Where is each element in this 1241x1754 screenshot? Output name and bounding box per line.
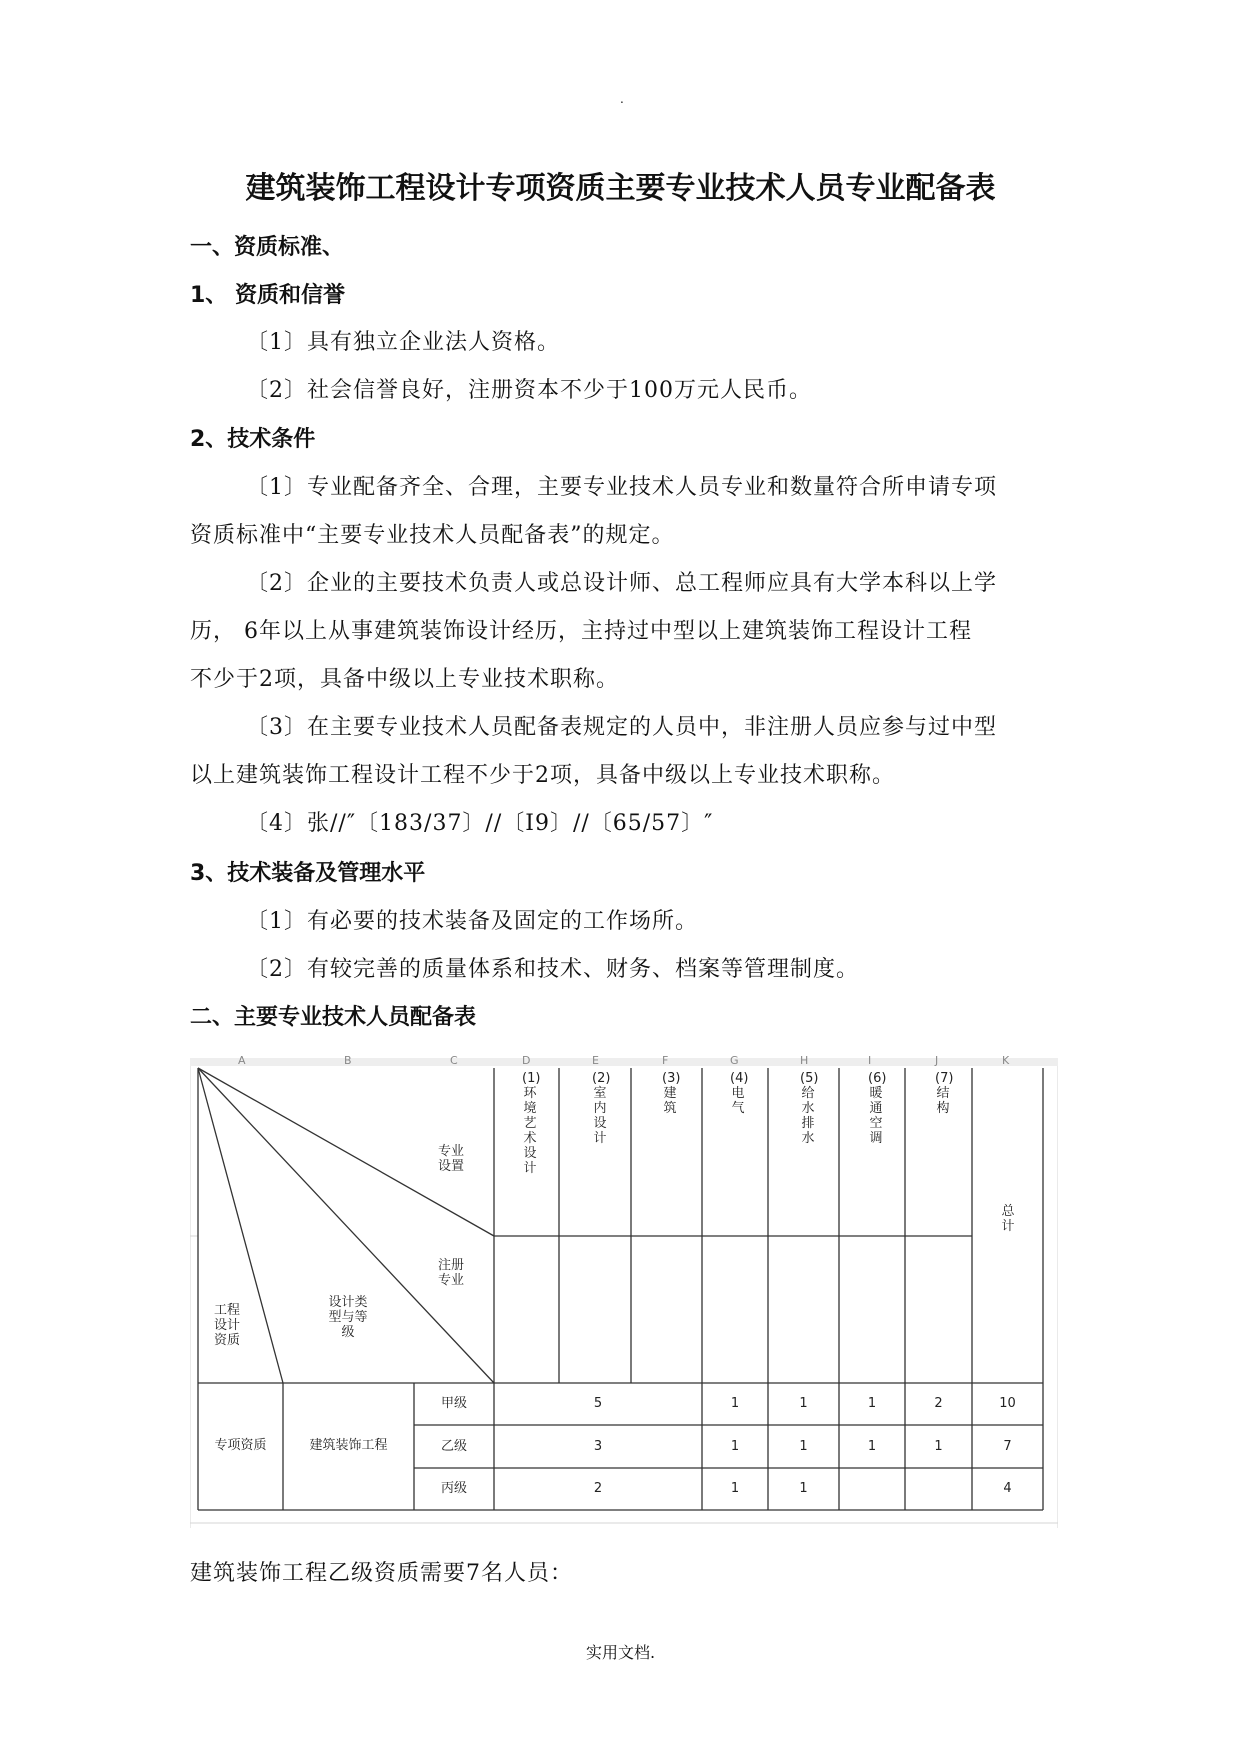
merged-count-jia: 5 bbox=[593, 1396, 603, 1411]
sub2-item3-line2: 以上建筑装饰工程设计工程不少于2项，具备中级以上专业技术职称。 bbox=[190, 763, 895, 788]
count-yi-7: 1 bbox=[934, 1439, 943, 1454]
count-bing-5: 1 bbox=[799, 1481, 808, 1496]
major-header-6: (6)暖通空调 bbox=[868, 1071, 887, 1146]
count-bing-4: 1 bbox=[730, 1481, 740, 1496]
grade-cell-yi: 乙级 bbox=[440, 1439, 467, 1454]
total-header: 总计 bbox=[1001, 1204, 1015, 1234]
label-zhuanye-shezhi: 专业设置 bbox=[437, 1144, 464, 1174]
sub2-item1-line1: 〔1〕专业配备齐全、合理，主要专业技术人员专业和数量符合所申请专项 bbox=[246, 475, 997, 500]
sub2-item1-line2: 资质标准中“主要专业技术人员配备表”的规定。 bbox=[190, 523, 675, 548]
label-gongcheng-zizhi: 工程设计资质 bbox=[213, 1303, 240, 1348]
count-jia-5: 1 bbox=[799, 1396, 808, 1411]
table-grid bbox=[190, 1058, 1058, 1528]
closing-line: 建筑装饰工程乙级资质需要7名人员： bbox=[190, 1561, 573, 1586]
col-letter-j: J bbox=[935, 1054, 939, 1067]
count-yi-5: 1 bbox=[799, 1439, 808, 1454]
sub2-heading: 2、技术条件 bbox=[190, 427, 316, 452]
col-letter-g: G bbox=[730, 1054, 739, 1067]
header-mark: . bbox=[620, 92, 624, 106]
sub3-item-1: 〔1〕有必要的技术装备及固定的工作场所。 bbox=[246, 909, 698, 934]
major-header-2: (2)室内设计 bbox=[592, 1071, 611, 1146]
col-letter-d: D bbox=[522, 1054, 531, 1067]
project-cell: 建筑装饰工程 bbox=[309, 1438, 388, 1453]
total-yi: 7 bbox=[1003, 1439, 1012, 1454]
page-title: 建筑装饰工程设计专项资质主要专业技术人员专业配备表 bbox=[245, 171, 996, 206]
count-jia-4: 1 bbox=[730, 1396, 740, 1411]
col-letter-i: I bbox=[868, 1054, 872, 1067]
count-jia-7: 2 bbox=[934, 1396, 943, 1411]
sub2-item2-line1: 〔2〕企业的主要技术负责人或总设计师、总工程师应具有大学本科以上学 bbox=[246, 571, 997, 596]
section1-heading: 一、资质标准、 bbox=[190, 235, 345, 260]
label-zhuce-zhuanye: 注册专业 bbox=[437, 1258, 464, 1288]
sub3-heading: 3、技术装备及管理水平 bbox=[190, 861, 426, 886]
merged-count-yi: 3 bbox=[593, 1439, 603, 1454]
col-letter-a: A bbox=[238, 1054, 246, 1067]
sub2-item3-line1: 〔3〕在主要专业技术人员配备表规定的人员中，非注册人员应参与过中型 bbox=[246, 715, 997, 740]
major-header-4: (4)电气 bbox=[730, 1071, 749, 1116]
sub1-heading: 1、 资质和信誉 bbox=[190, 283, 345, 308]
merged-count-bing: 2 bbox=[593, 1481, 603, 1496]
col-letter-b: B bbox=[344, 1054, 352, 1067]
sub1-item-1: 〔1〕具有独立企业法人资格。 bbox=[246, 330, 560, 355]
sub2-item2-line2: 历， 6年以上从事建筑装饰设计经历，主持过中型以上建筑装饰工程设计工程 bbox=[190, 619, 972, 644]
section2-heading: 二、主要专业技术人员配备表 bbox=[190, 1005, 477, 1030]
col-letter-c: C bbox=[450, 1054, 458, 1067]
count-yi-6: 1 bbox=[867, 1439, 877, 1454]
col-letter-f: F bbox=[662, 1054, 669, 1067]
count-jia-6: 1 bbox=[867, 1396, 877, 1411]
qual-type-cell: 专项资质 bbox=[214, 1438, 267, 1453]
grade-cell-jia: 甲级 bbox=[440, 1396, 467, 1411]
grade-cell-bing: 丙级 bbox=[440, 1481, 467, 1496]
page-footer: 实用文档. bbox=[585, 1643, 656, 1662]
sub3-item-2: 〔2〕有较完善的质量体系和技术、财务、档案等管理制度。 bbox=[246, 957, 859, 982]
major-header-3: (3)建筑 bbox=[662, 1071, 681, 1116]
staffing-table bbox=[190, 1054, 1058, 1528]
sub2-item2-line3: 不少于2项，具备中级以上专业技术职称。 bbox=[190, 667, 619, 692]
col-letter-k: K bbox=[1002, 1054, 1010, 1067]
major-header-5: (5)给水排水 bbox=[800, 1071, 819, 1146]
major-header-1: (1)环境艺术设计 bbox=[522, 1071, 541, 1176]
col-letter-h: H bbox=[800, 1054, 809, 1067]
count-yi-4: 1 bbox=[730, 1439, 740, 1454]
total-bing: 4 bbox=[1003, 1481, 1012, 1496]
col-letter-e: E bbox=[592, 1054, 599, 1067]
major-header-7: (7)结构 bbox=[935, 1071, 954, 1116]
label-sheji-leixing: 设计类型与等级 bbox=[328, 1295, 368, 1340]
sub2-item4: 〔4〕张//″〔183/37〕//〔I9〕//〔65/57〕″ bbox=[246, 811, 714, 836]
sub1-item-2: 〔2〕社会信誉良好，注册资本不少于100万元人民币。 bbox=[246, 378, 812, 403]
total-jia: 10 bbox=[999, 1396, 1016, 1411]
